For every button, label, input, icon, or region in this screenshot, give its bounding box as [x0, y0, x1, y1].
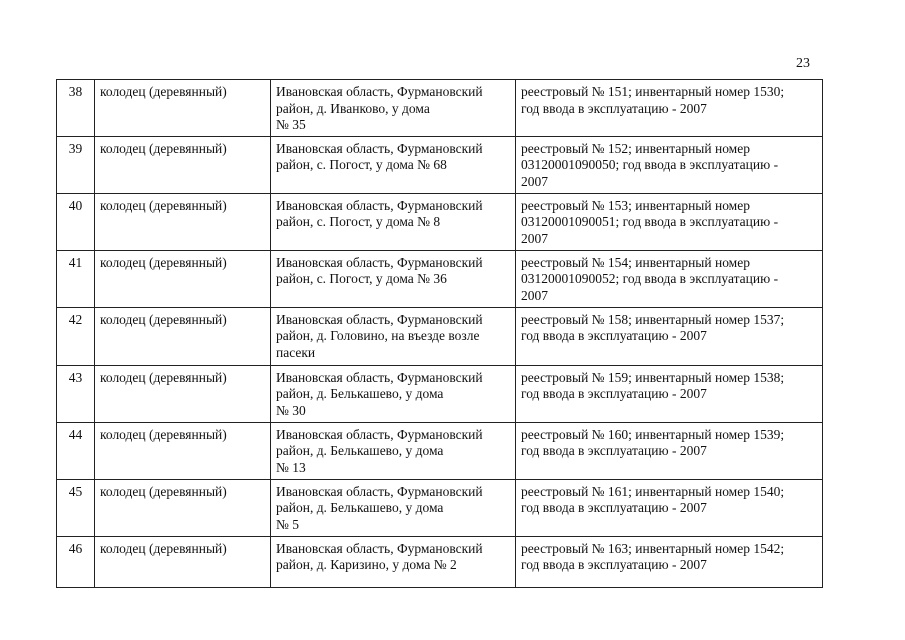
object-address: Ивановская область, Фурмановский район, д. Белькашево, у дома № 5	[271, 479, 516, 536]
row-number: 42	[57, 307, 95, 365]
object-address: Ивановская область, Фурмановский район, д. Каризино, у дома № 2	[271, 536, 516, 587]
table-row	[57, 193, 823, 250]
object-address: Ивановская область, Фурмановский район, д. Головино, на въезде возле пасеки	[271, 307, 516, 365]
table-row	[57, 536, 823, 587]
table-row	[57, 136, 823, 193]
object-name: колодец (деревянный)	[95, 365, 271, 422]
object-address: Ивановская область, Фурмановский район, д. Иванково, у дома № 35	[271, 80, 516, 137]
row-number: 46	[57, 536, 95, 587]
table-row	[57, 250, 823, 307]
object-name: колодец (деревянный)	[95, 536, 271, 587]
object-registry-info: реестровый № 158; инвентарный номер 1537; год ввода в эксплуатацию - 2007	[516, 307, 823, 365]
page-number: 23	[796, 56, 810, 71]
row-number: 45	[57, 479, 95, 536]
object-address: Ивановская область, Фурмановский район, с. Погост, у дома № 8	[271, 193, 516, 250]
row-number: 41	[57, 250, 95, 307]
row-number: 38	[57, 80, 95, 137]
object-registry-info: реестровый № 152; инвентарный номер 03120001090050; год ввода в эксплуатацию - 2007	[516, 136, 823, 193]
table-row	[57, 479, 823, 536]
table-row	[57, 80, 823, 137]
row-number: 43	[57, 365, 95, 422]
object-address: Ивановская область, Фурмановский район, д. Белькашево, у дома № 30	[271, 365, 516, 422]
object-name: колодец (деревянный)	[95, 422, 271, 479]
table-row	[57, 307, 823, 365]
object-name: колодец (деревянный)	[95, 479, 271, 536]
object-registry-info: реестровый № 161; инвентарный номер 1540; год ввода в эксплуатацию - 2007	[516, 479, 823, 536]
row-number: 40	[57, 193, 95, 250]
object-address: Ивановская область, Фурмановский район, с. Погост, у дома № 68	[271, 136, 516, 193]
object-name: колодец (деревянный)	[95, 80, 271, 137]
table-row	[57, 422, 823, 479]
object-name: колодец (деревянный)	[95, 250, 271, 307]
row-number: 44	[57, 422, 95, 479]
object-address: Ивановская область, Фурмановский район, с. Погост, у дома № 36	[271, 250, 516, 307]
object-name: колодец (деревянный)	[95, 136, 271, 193]
object-registry-info: реестровый № 151; инвентарный номер 1530; год ввода в эксплуатацию - 2007	[516, 80, 823, 137]
object-registry-info: реестровый № 159; инвентарный номер 1538; год ввода в эксплуатацию - 2007	[516, 365, 823, 422]
object-registry-info: реестровый № 160; инвентарный номер 1539; год ввода в эксплуатацию - 2007	[516, 422, 823, 479]
object-registry-info: реестровый № 153; инвентарный номер 03120001090051; год ввода в эксплуатацию - 2007	[516, 193, 823, 250]
registry-table	[56, 79, 823, 588]
row-number: 39	[57, 136, 95, 193]
object-name: колодец (деревянный)	[95, 307, 271, 365]
table-row	[57, 365, 823, 422]
object-registry-info: реестровый № 154; инвентарный номер 03120001090052; год ввода в эксплуатацию - 2007	[516, 250, 823, 307]
object-registry-info: реестровый № 163; инвентарный номер 1542; год ввода в эксплуатацию - 2007	[516, 536, 823, 587]
object-address: Ивановская область, Фурмановский район, д. Белькашево, у дома № 13	[271, 422, 516, 479]
object-name: колодец (деревянный)	[95, 193, 271, 250]
